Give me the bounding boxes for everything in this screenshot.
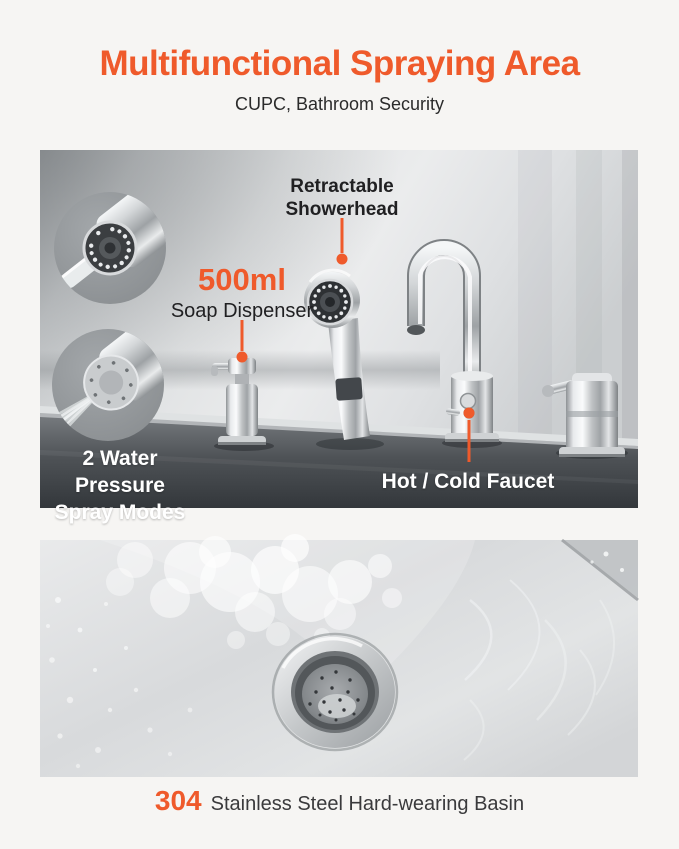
callout-text-line: 2 Water Pressure [75, 447, 165, 497]
soap-capacity-value: 500ml [198, 262, 286, 297]
basin-caption-text: Stainless Steel Hard-wearing Basin [210, 793, 525, 815]
callout-label-hot-cold-faucet [368, 469, 568, 494]
callout-label-soap-dispenser [142, 263, 342, 323]
callout-text-line: Spray Modes [54, 501, 186, 524]
basin-photo [40, 540, 638, 777]
soap-dispenser-text: Soap Dispenser [170, 300, 314, 322]
callout-text-line: Showerhead [285, 199, 399, 220]
basin-scene [40, 540, 638, 777]
callout-text-line: Hot / Cold Faucet [381, 470, 555, 493]
basin-caption-number: 304 [154, 785, 202, 816]
page-subtitle: CUPC, Bathroom Security [234, 94, 445, 114]
callout-dot [237, 352, 248, 363]
drain-strainer [273, 634, 397, 750]
callout-label-retractable-showerhead [252, 175, 432, 221]
faucet-feature-photo-panel [40, 150, 638, 524]
basin-caption [0, 785, 679, 817]
callout-text-line: Retractable [290, 176, 394, 197]
callout-dot [464, 408, 475, 419]
page-title: Multifunctional Spraying Area [99, 44, 580, 83]
callout-label-spray-modes [40, 445, 200, 526]
